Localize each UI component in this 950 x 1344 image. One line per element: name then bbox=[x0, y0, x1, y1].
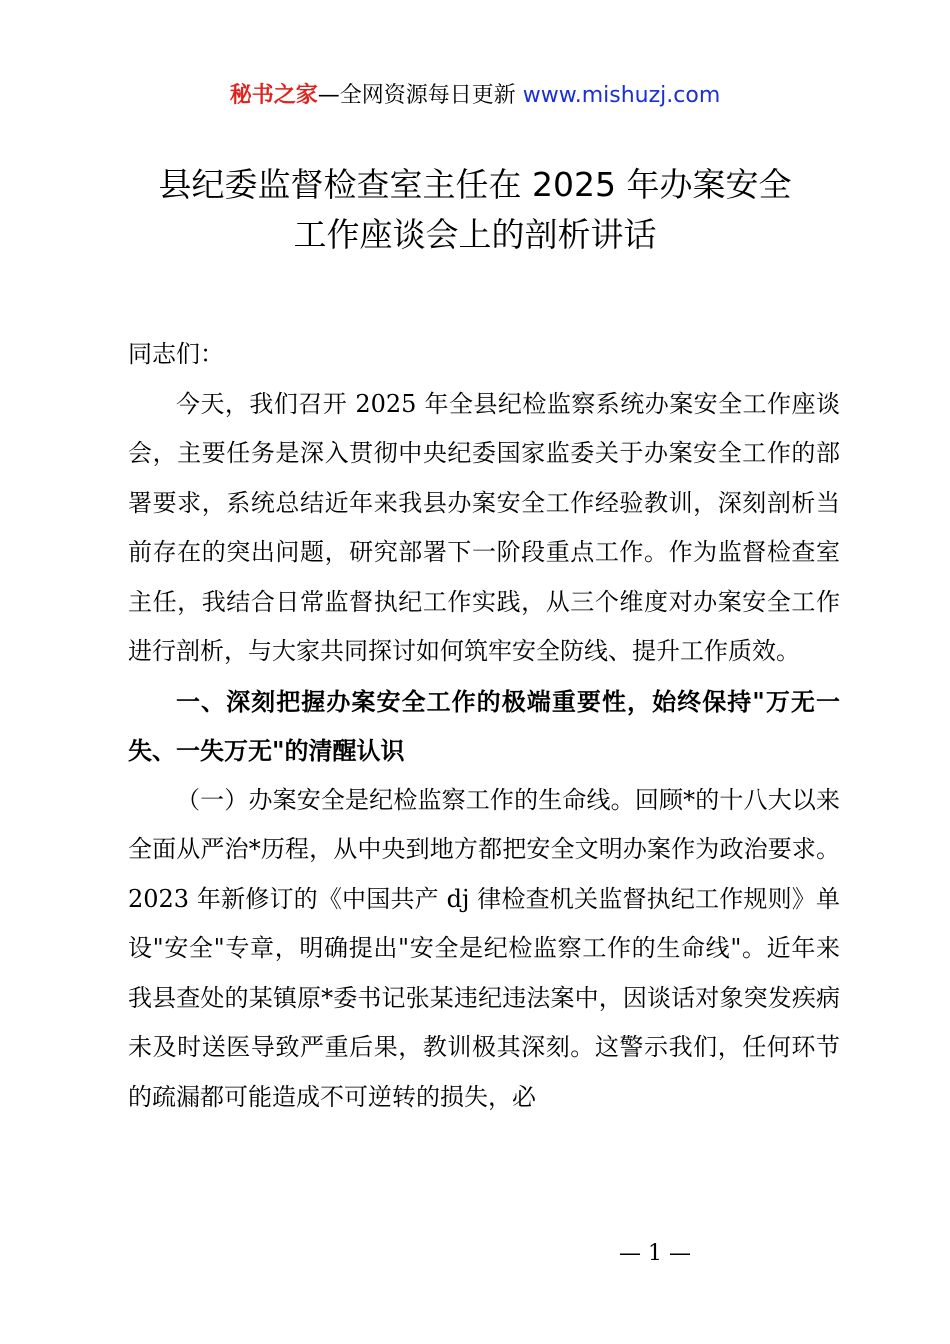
paragraph-intro: 今天，我们召开 2025 年全县纪检监察系统办案安全工作座谈会，主要任务是深入贯彻中央纪委国家监委关于办案安全工作的部署要求，系统总结近年来我县办案安全工作经验教训，深刻剖析当前存在的突出问题，研究部署下一阶段重点工作。作为监督检查室主任，我结合日常监督执纪工作实践，从三个维度对办案安全工作进行剖析，与大家共同探讨如何筑牢安全防线、提升工作质效。 bbox=[128, 389, 840, 665]
document-title bbox=[90, 160, 860, 260]
site-header bbox=[0, 80, 950, 112]
page-number-label: — 1 — bbox=[619, 1241, 691, 1266]
brand-name: 秘书之家 bbox=[229, 83, 318, 108]
document-body bbox=[128, 330, 840, 1122]
page-number bbox=[0, 1238, 950, 1270]
salutation: 同志们： bbox=[128, 340, 224, 368]
section-heading-1: 一、深刻把握办案安全工作的极端重要性，始终保持"万无一失、一失万无"的清醒认识 bbox=[128, 686, 840, 765]
title-line-1: 县纪委监督检查室主任在 2025 年办案安全 bbox=[158, 165, 792, 204]
site-url-link[interactable]: www.mishuzj.com bbox=[522, 83, 721, 108]
title-line-2: 工作座谈会上的剖析讲话 bbox=[293, 215, 657, 254]
header-tagline: —全网资源每日更新 bbox=[317, 83, 523, 108]
paragraph-subsection-1: （一）办案安全是纪检监察工作的生命线。回顾*的十八大以来全面从严治*历程，从中央到地方都把安全文明办案作为政治要求。2023 年新修订的《中国共产 dj 律检查机关监督执纪工作规则》单设"安全"专章，明确提出"安全是纪检监察工作的生命线"。近年来我县查处的某镇原*委书记张某违纪违法案中，因谈话对象突发疾病未及时送医导致严重后果，教训极其深刻。这警示我们，任何环节的疏漏都可能造成不可逆转的损失，必 bbox=[128, 785, 840, 1111]
